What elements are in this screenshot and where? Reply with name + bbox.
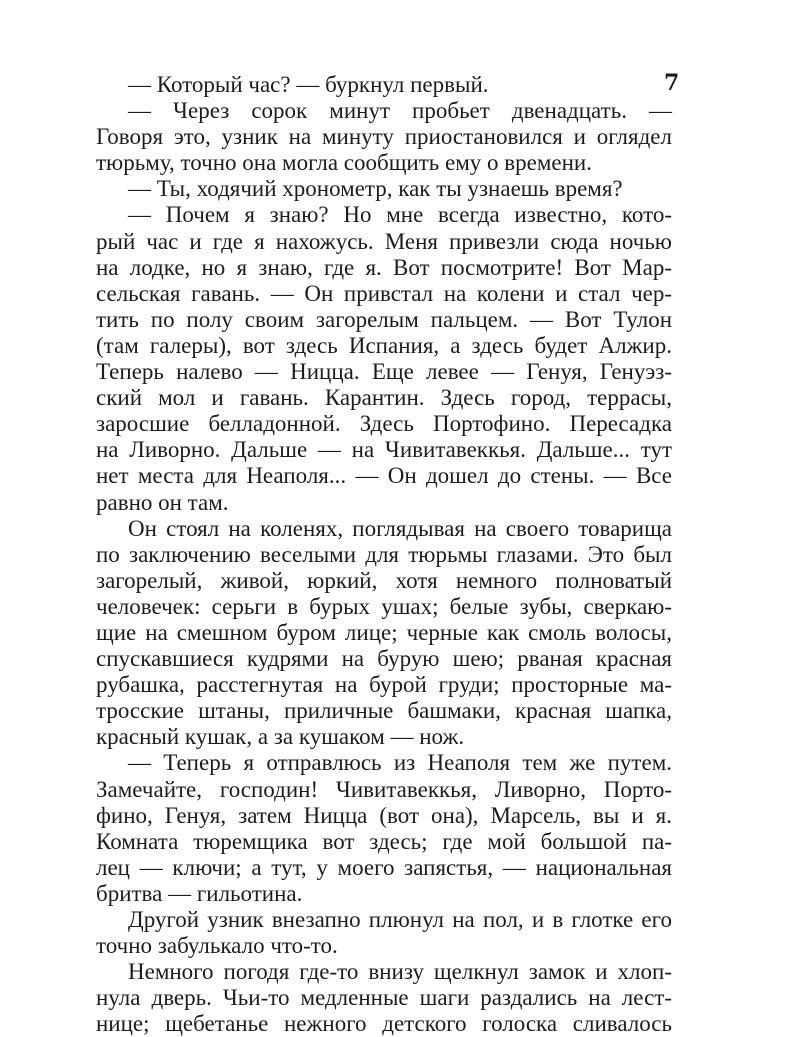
body-text <box>96 72 672 1037</box>
text-line: щие на смешном буром лице; черные как смоль волосы, <box>96 619 672 645</box>
text-line: лец — ключи; а тут, у моего запястья, — национальная <box>96 854 672 880</box>
text-line: на Ливорно. Дальше — на Чивитавеккья. Дальше... тут <box>96 437 672 463</box>
text-line: Говоря это, узник на минуту приостановился и оглядел <box>96 124 672 150</box>
text-line: Немного погодя где-то внизу щелкнул замок и хлоп- <box>128 959 672 985</box>
text-line: заросшие белладонной. Здесь Портофино. Пересадка <box>96 411 672 437</box>
text-line: — Теперь я отправлюсь из Неаполя тем же путем. <box>128 750 672 776</box>
text-line: нет места для Неаполя... — Он дошел до стены. — Все <box>96 463 672 489</box>
text-line: сельская гавань. — Он привстал на колени и стал чер- <box>96 280 672 306</box>
text-line: тить по полу своим загорелым пальцем. — Вот Тулон <box>96 306 672 332</box>
text-line: на лодке, но я знаю, где я. Вот посмотрите! Вот Мар- <box>96 254 672 280</box>
text-line: тросские штаны, приличные башмаки, красная шапка, <box>96 698 672 724</box>
text-line: — Который час? — буркнул первый. <box>128 72 489 97</box>
text-line: (там галеры), вот здесь Испания, а здесь будет Алжир. <box>96 332 672 358</box>
text-line: нула дверь. Чьи-то медленные шаги раздались на лест- <box>96 985 672 1011</box>
text-line: бритва — гильотина. <box>96 880 303 906</box>
text-line: рубашка, расстегнутая на бурой груди; просторные ма- <box>96 672 672 698</box>
page-number: 7 <box>664 70 680 96</box>
text-line: рый час и где я нахожусь. Меня привезли сюда ночью <box>96 228 672 254</box>
text-line: красный кушак, а за кушаком — нож. <box>96 724 465 750</box>
text-line: Теперь налево — Ницца. Еще левее — Генуя, Генуэз- <box>96 359 672 385</box>
text-line: точно забулькало что-то. <box>96 933 338 959</box>
text-line: Комната тюремщика вот здесь; где мой большой па- <box>96 828 672 854</box>
text-line: спускавшиеся кудрями на бурую шею; рваная красная <box>96 646 672 672</box>
text-line: тюрьму, точно она могла сообщить ему о времени. <box>96 150 592 176</box>
text-line: по заключению веселыми для тюрьмы глазами. Это был <box>96 541 672 567</box>
text-line: ский мол и гавань. Карантин. Здесь город, террасы, <box>96 385 672 411</box>
text-line: фино, Генуя, затем Ницца (вот она), Марсель, вы и я. <box>96 802 672 828</box>
text-line: человечек: серьги в бурых ушах; белые зубы, сверкаю- <box>96 593 672 619</box>
text-line: — Ты, ходячий хронометр, как ты узнаешь время? <box>128 176 623 202</box>
text-line: равно он там. <box>96 489 229 515</box>
text-line: загорелый, живой, юркий, хотя немного полноватый <box>96 567 672 593</box>
text-line: нице; щебетанье нежного детского голоска сливалось <box>96 1011 672 1037</box>
text-line: Другой узник внезапно плюнул на пол, и в глотке его <box>128 907 672 932</box>
text-line: Он стоял на коленях, поглядывая на своего товарища <box>128 515 672 541</box>
text-line: — Через сорок минут пробьет двенадцать. — <box>128 98 672 124</box>
text-line: — Почем я знаю? Но мне всегда известно, кото- <box>128 202 672 228</box>
text-line: Замечайте, господин! Чивитавеккья, Ливорно, Порто- <box>96 776 672 802</box>
